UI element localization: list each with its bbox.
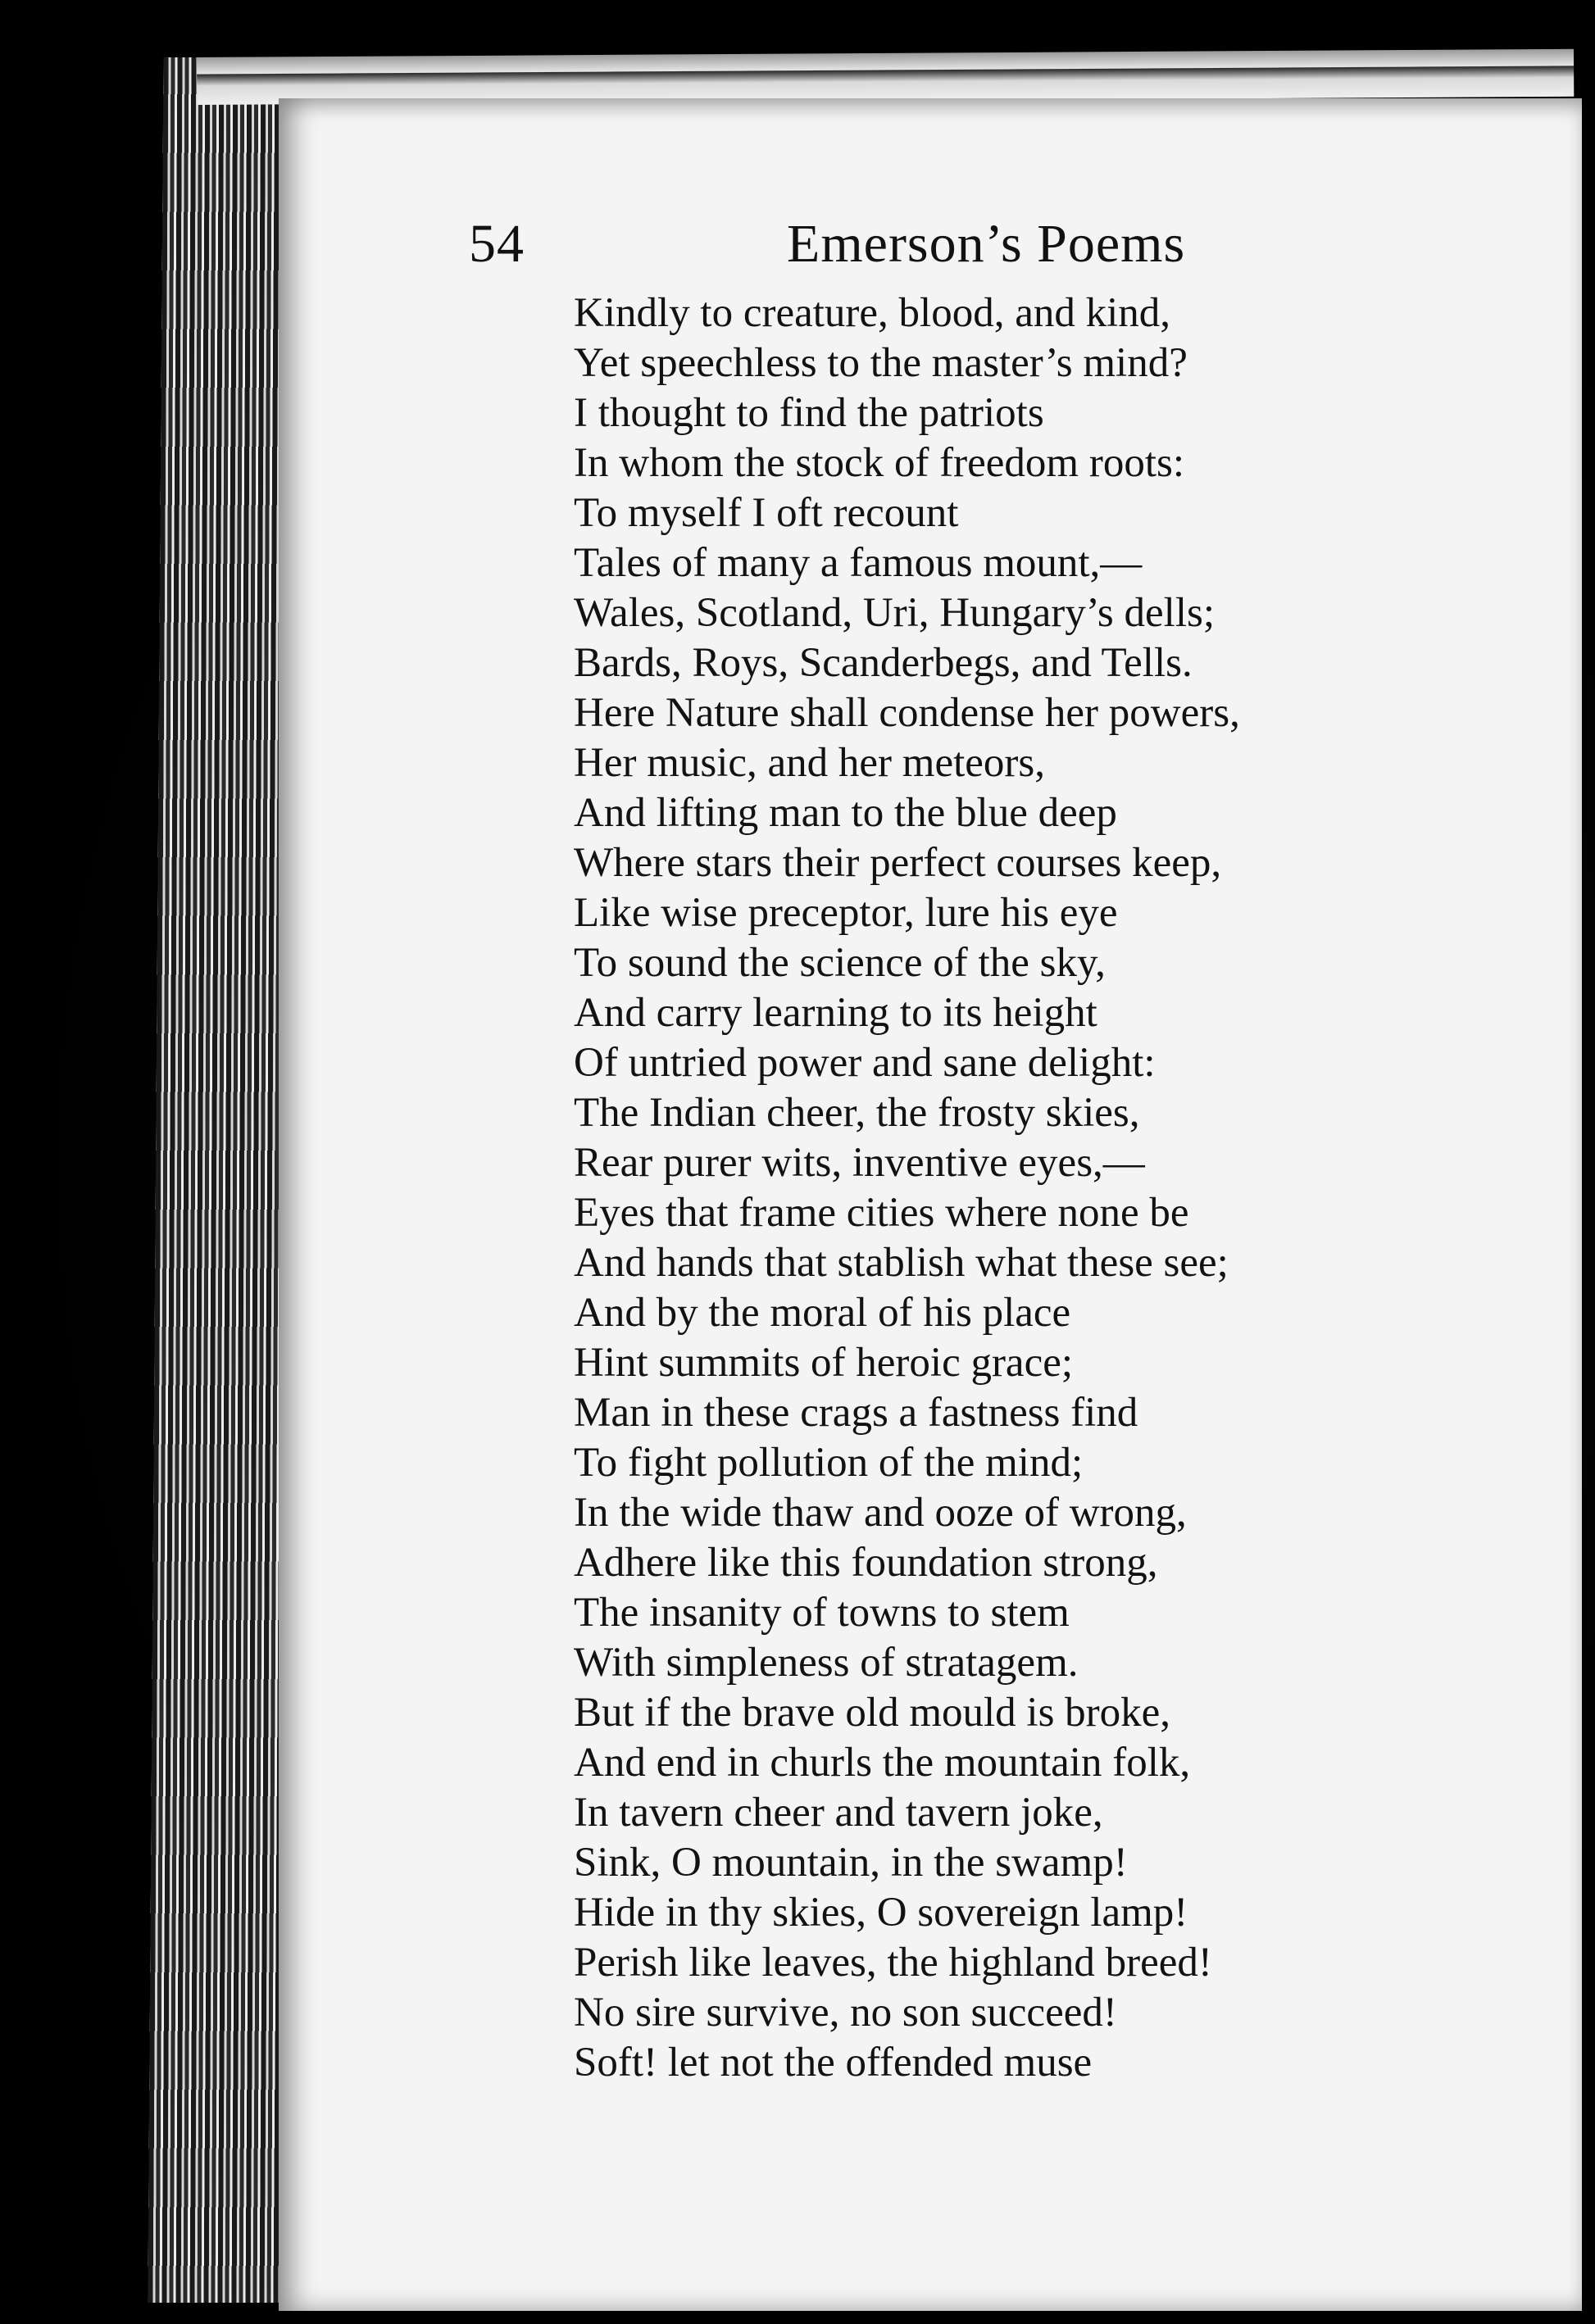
poem-line: And end in churls the mountain folk,	[574, 1740, 1191, 1786]
poem-line: Wales, Scotland, Uri, Hungary’s dells;	[574, 590, 1216, 636]
poem-line: In tavern cheer and tavern joke,	[574, 1790, 1103, 1836]
poem-line: No sire survive, no son succeed!	[574, 1990, 1117, 2036]
poem-line: Like wise preceptor, lure his eye	[574, 890, 1118, 936]
poem-line: In whom the stock of freedom roots:	[574, 440, 1185, 486]
poem-line: Rear purer wits, inventive eyes,—	[574, 1140, 1145, 1186]
poem-line: Hide in thy skies, O sovereign lamp!	[574, 1890, 1188, 1936]
poem-line: The Indian cheer, the frosty skies,	[574, 1090, 1140, 1136]
poem-line: Tales of many a famous mount,—	[574, 540, 1143, 586]
poem-line: And by the moral of his place	[574, 1290, 1071, 1336]
poem-line: In the wide thaw and ooze of wrong,	[574, 1490, 1187, 1536]
poem-line: Her music, and her meteors,	[574, 740, 1045, 786]
poem-line: But if the brave old mould is broke,	[574, 1690, 1171, 1736]
poem-line: Yet speechless to the master’s mind?	[574, 340, 1188, 386]
poem-line: And lifting man to the blue deep	[574, 790, 1117, 836]
poem-line: Man in these crags a fastness find	[574, 1390, 1138, 1436]
page-number: 54	[469, 214, 525, 274]
poem-line: Kindly to creature, blood, and kind,	[574, 290, 1170, 336]
poem-line: With simpleness of stratagem.	[574, 1640, 1079, 1686]
poem-line: Here Nature shall condense her powers,	[574, 690, 1240, 736]
running-title: Emerson’s Poems	[787, 214, 1186, 274]
poem-line: Eyes that frame cities where none be	[574, 1190, 1189, 1236]
poem-line: Adhere like this foundation strong,	[574, 1540, 1158, 1586]
poem-line: To sound the science of the sky,	[574, 940, 1106, 986]
book-page	[279, 98, 1582, 2311]
poem-line: And hands that stablish what these see;	[574, 1240, 1229, 1286]
poem-line: Perish like leaves, the highland breed!	[574, 1940, 1212, 1986]
poem-line: To myself I oft recount	[574, 490, 959, 536]
poem-text	[574, 288, 1557, 2088]
poem-line: I thought to find the patriots	[574, 390, 1044, 436]
poem-line: And carry learning to its height	[574, 990, 1097, 1036]
poem-line: Bards, Roys, Scanderbegs, and Tells.	[574, 640, 1193, 686]
poem-line: Where stars their perfect courses keep,	[574, 840, 1222, 886]
book-top-edge	[197, 49, 1574, 105]
poem-line: The insanity of towns to stem	[574, 1590, 1070, 1636]
poem-line: To fight pollution of the mind;	[574, 1440, 1084, 1486]
poem-line: Of untried power and sane delight:	[574, 1040, 1156, 1086]
poem-line: Hint summits of heroic grace;	[574, 1340, 1074, 1386]
poem-line: Sink, O mountain, in the swamp!	[574, 1840, 1128, 1886]
poem-line: Soft! let not the offended muse	[574, 2040, 1093, 2086]
